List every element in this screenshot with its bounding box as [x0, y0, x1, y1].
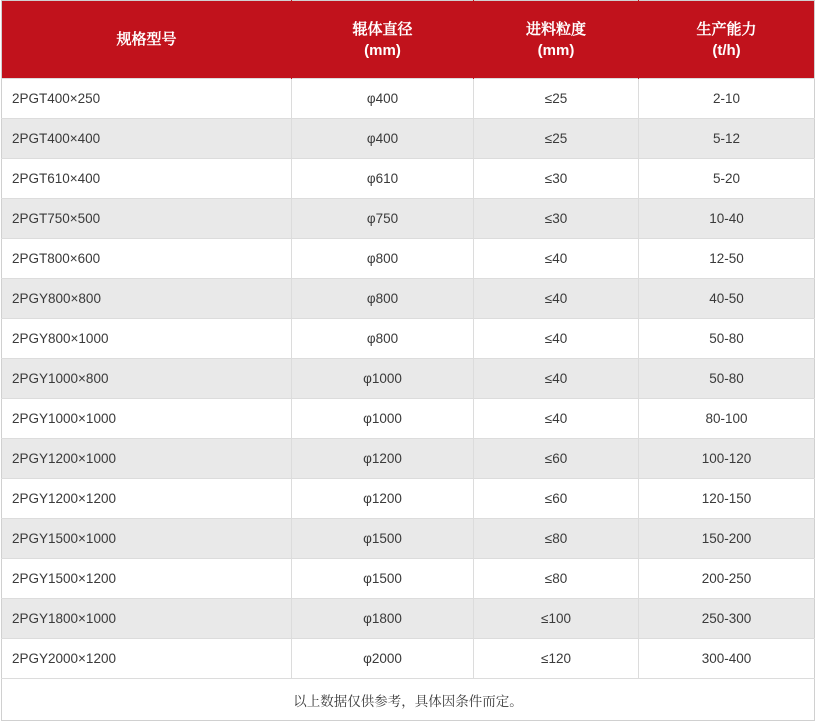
table-row	[2, 399, 815, 439]
table-body	[2, 79, 815, 679]
cell-capacity: 300-400	[639, 639, 815, 679]
cell-capacity: 5-12	[639, 119, 815, 159]
cell-feed-size: ≤60	[474, 479, 639, 519]
cell-capacity: 40-50	[639, 279, 815, 319]
cell-feed-size: ≤40	[474, 359, 639, 399]
cell-roller-diameter: φ1500	[292, 559, 474, 599]
column-header-capacity	[639, 1, 815, 79]
cell-capacity: 50-80	[639, 359, 815, 399]
cell-model: 2PGT400×400	[2, 119, 292, 159]
cell-roller-diameter: φ800	[292, 279, 474, 319]
cell-capacity: 80-100	[639, 399, 815, 439]
specification-table	[1, 0, 815, 721]
column-header-roller-diameter	[292, 1, 474, 79]
table-row	[2, 79, 815, 119]
cell-feed-size: ≤40	[474, 399, 639, 439]
cell-roller-diameter: φ2000	[292, 639, 474, 679]
cell-capacity: 250-300	[639, 599, 815, 639]
cell-model: 2PGT800×600	[2, 239, 292, 279]
cell-feed-size: ≤100	[474, 599, 639, 639]
cell-capacity: 12-50	[639, 239, 815, 279]
cell-roller-diameter: φ800	[292, 319, 474, 359]
table-row	[2, 199, 815, 239]
cell-feed-size: ≤30	[474, 199, 639, 239]
cell-capacity: 120-150	[639, 479, 815, 519]
cell-model: 2PGY800×800	[2, 279, 292, 319]
cell-model: 2PGY800×1000	[2, 319, 292, 359]
column-header-roller-diameter-line1: 辊体直径	[352, 20, 413, 38]
cell-roller-diameter: φ750	[292, 199, 474, 239]
cell-roller-diameter: φ1800	[292, 599, 474, 639]
cell-model: 2PGY1500×1000	[2, 519, 292, 559]
cell-roller-diameter: φ1500	[292, 519, 474, 559]
cell-capacity: 200-250	[639, 559, 815, 599]
cell-roller-diameter: φ1000	[292, 359, 474, 399]
table-row	[2, 479, 815, 519]
cell-capacity: 50-80	[639, 319, 815, 359]
cell-feed-size: ≤60	[474, 439, 639, 479]
table-row	[2, 319, 815, 359]
table-row	[2, 639, 815, 679]
table-row	[2, 159, 815, 199]
cell-capacity: 2-10	[639, 79, 815, 119]
table-row	[2, 359, 815, 399]
table-row	[2, 119, 815, 159]
cell-feed-size: ≤40	[474, 319, 639, 359]
cell-capacity: 5-20	[639, 159, 815, 199]
column-header-model-line1: 规格型号	[116, 31, 177, 48]
cell-model: 2PGT400×250	[2, 79, 292, 119]
cell-feed-size: ≤25	[474, 119, 639, 159]
cell-model: 2PGY2000×1200	[2, 639, 292, 679]
cell-feed-size: ≤25	[474, 79, 639, 119]
cell-feed-size: ≤30	[474, 159, 639, 199]
cell-model: 2PGY1200×1200	[2, 479, 292, 519]
column-header-feed-size-line1: 进料粒度	[525, 20, 586, 38]
table-row	[2, 519, 815, 559]
column-header-capacity-unit: (t/h)	[712, 41, 741, 59]
column-header-model	[2, 1, 292, 79]
cell-feed-size: ≤120	[474, 639, 639, 679]
cell-roller-diameter: φ800	[292, 239, 474, 279]
cell-roller-diameter: φ1200	[292, 479, 474, 519]
cell-feed-size: ≤40	[474, 239, 639, 279]
cell-model: 2PGY1800×1000	[2, 599, 292, 639]
cell-capacity: 10-40	[639, 199, 815, 239]
cell-model: 2PGT750×500	[2, 199, 292, 239]
cell-feed-size: ≤80	[474, 559, 639, 599]
table-header	[2, 1, 815, 79]
cell-capacity: 150-200	[639, 519, 815, 559]
table-row	[2, 239, 815, 279]
table-row	[2, 279, 815, 319]
column-header-capacity-line1: 生产能力	[696, 20, 757, 38]
cell-model: 2PGT610×400	[2, 159, 292, 199]
table-footer	[2, 679, 815, 721]
cell-roller-diameter: φ400	[292, 119, 474, 159]
column-header-feed-size	[474, 1, 639, 79]
footnote-text: 以上数据仅供参考，具体因条件而定。	[2, 679, 815, 721]
cell-capacity: 100-120	[639, 439, 815, 479]
cell-roller-diameter: φ610	[292, 159, 474, 199]
cell-model: 2PGY1200×1000	[2, 439, 292, 479]
column-header-roller-diameter-unit: (mm)	[364, 41, 401, 59]
cell-roller-diameter: φ400	[292, 79, 474, 119]
cell-model: 2PGY1000×800	[2, 359, 292, 399]
cell-feed-size: ≤40	[474, 279, 639, 319]
table-row	[2, 439, 815, 479]
table-row	[2, 559, 815, 599]
cell-model: 2PGY1000×1000	[2, 399, 292, 439]
table-row	[2, 599, 815, 639]
footnote-row	[2, 679, 815, 721]
cell-roller-diameter: φ1200	[292, 439, 474, 479]
header-row	[2, 1, 815, 79]
cell-roller-diameter: φ1000	[292, 399, 474, 439]
cell-model: 2PGY1500×1200	[2, 559, 292, 599]
column-header-feed-size-unit: (mm)	[537, 41, 575, 59]
cell-feed-size: ≤80	[474, 519, 639, 559]
